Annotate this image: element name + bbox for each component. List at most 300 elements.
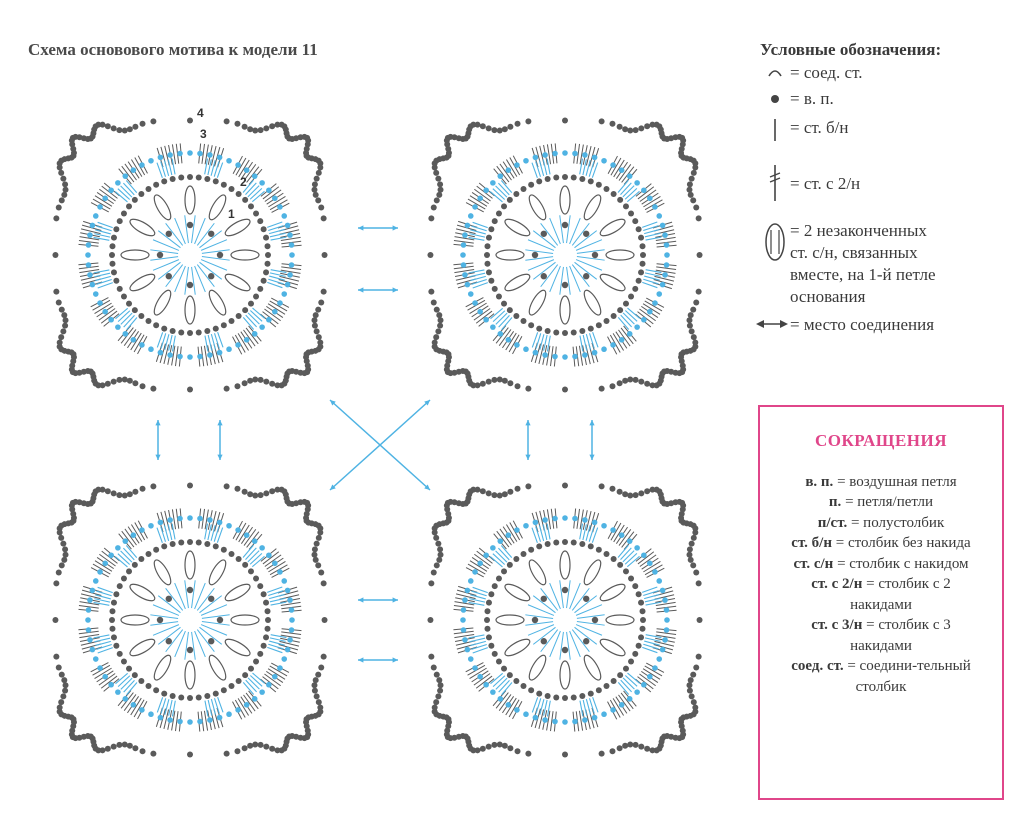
blue-chain-dot	[285, 223, 291, 229]
chain-dot	[60, 541, 66, 547]
blue-stitch-line	[118, 676, 130, 687]
blue-stitch-line	[250, 553, 262, 564]
chain-dot	[313, 677, 319, 683]
cluster-oval	[581, 653, 604, 682]
chain-dot	[59, 307, 65, 313]
blue-chain-dot	[131, 337, 137, 343]
inner-chain-dot	[204, 693, 210, 699]
inner-chain-dot	[640, 608, 646, 614]
chain-dot	[644, 746, 650, 752]
blue-chain-dot	[87, 637, 93, 643]
chain-dot	[316, 699, 322, 705]
inner-chain-dot	[161, 178, 167, 184]
blue-chain-dot	[277, 665, 283, 671]
blue-chain-dot	[131, 532, 137, 538]
blue-chain-dot	[93, 578, 99, 584]
round-number-1: 1	[228, 207, 235, 221]
center-chain-dot	[541, 231, 547, 237]
blue-chain-dot	[197, 719, 203, 725]
chain-dot	[507, 124, 513, 130]
blue-chain-dot	[97, 569, 103, 575]
inner-chain-dot	[132, 562, 138, 568]
chain-dot	[434, 197, 440, 203]
inner-chain-dot	[253, 211, 259, 217]
blue-stitch-line	[246, 680, 257, 692]
blue-chain-dot	[592, 520, 598, 526]
chain-dot	[56, 664, 62, 670]
blue-chain-dot	[226, 346, 232, 352]
chain-dot	[322, 252, 328, 258]
inner-chain-dot	[111, 235, 117, 241]
chain-dot	[686, 682, 692, 688]
chain-dot	[312, 546, 318, 552]
blue-chain-dot	[87, 272, 93, 278]
inner-chain-dot	[553, 539, 559, 545]
legend-item-join	[754, 314, 934, 336]
inner-chain-dot	[109, 261, 115, 267]
blue-chain-dot	[177, 151, 183, 157]
inner-chain-dot	[248, 568, 254, 574]
cluster-oval	[121, 250, 149, 260]
chain-dot	[431, 299, 437, 305]
blue-stitch-line	[490, 557, 502, 567]
chain-dot	[437, 546, 443, 552]
blue-chain-dot	[514, 162, 520, 168]
chain-dot	[62, 546, 68, 552]
chain-dot	[321, 654, 327, 660]
blue-chain-dot	[552, 719, 558, 725]
chain-dot	[697, 617, 703, 623]
chain-dot	[258, 127, 264, 133]
blue-chain-dot	[86, 607, 92, 613]
blue-stitch-line	[586, 699, 590, 714]
chain-dot	[312, 323, 318, 329]
inner-chain-dot	[236, 191, 242, 197]
cluster-oval	[496, 250, 524, 260]
cluster-oval	[503, 581, 532, 604]
blue-stitch-line	[583, 700, 587, 716]
inner-chain-dot	[528, 322, 534, 328]
blue-chain-dot	[664, 242, 670, 248]
blue-stitch-line	[270, 233, 286, 237]
chain-dot	[644, 381, 650, 387]
blue-chain-dot	[634, 545, 640, 551]
inner-chain-dot	[603, 318, 609, 324]
blue-stitch-line	[645, 598, 661, 602]
chain-dot	[688, 677, 694, 683]
inner-chain-dot	[170, 693, 176, 699]
chain-dot	[315, 307, 321, 313]
chain-dot	[59, 562, 65, 568]
blue-stitch-line	[539, 160, 543, 175]
chain-dot	[263, 490, 269, 496]
blue-chain-dot	[287, 232, 293, 238]
chain-dot	[224, 386, 230, 392]
inner-chain-dot	[536, 691, 542, 697]
blue-chain-dot	[108, 317, 114, 323]
blue-chain-dot	[158, 155, 164, 161]
spoke-line	[175, 631, 186, 657]
blue-chain-dot	[462, 272, 468, 278]
cluster-oval	[151, 558, 174, 587]
inner-chain-dot	[484, 243, 490, 249]
blue-chain-dot	[641, 552, 647, 558]
blue-stitch-line	[269, 594, 284, 598]
inner-chain-dot	[263, 235, 269, 241]
chain-dot	[111, 379, 117, 385]
blue-stitch-line	[253, 673, 265, 683]
blue-chain-dot	[506, 337, 512, 343]
chain-dot	[627, 376, 633, 382]
spoke-line	[525, 257, 553, 261]
legend-text: = ст. с 2/н	[790, 174, 861, 193]
cluster-oval	[223, 581, 252, 604]
spoke-line	[201, 625, 227, 636]
chain-dot	[122, 376, 128, 382]
chain-dot	[53, 215, 59, 221]
blue-chain-dot	[266, 187, 272, 193]
chain-dot	[627, 741, 633, 747]
chain-dot	[63, 682, 69, 688]
blue-chain-dot	[662, 232, 668, 238]
inner-chain-dot	[545, 176, 551, 182]
chain-dot	[314, 541, 320, 547]
chain-dot	[234, 383, 240, 389]
cluster-oval	[128, 271, 157, 294]
chain-dot	[58, 170, 64, 176]
blue-chain-dot	[592, 715, 598, 721]
spoke-line	[570, 583, 581, 609]
blue-chain-dot	[87, 597, 93, 603]
blue-chain-dot	[627, 173, 633, 179]
center-chain-dot	[208, 273, 214, 279]
chain-dot	[252, 741, 258, 747]
inner-chain-dot	[579, 541, 585, 547]
blue-chain-dot	[490, 180, 496, 186]
legend-text: = место соединения	[790, 315, 935, 334]
blue-chain-dot	[652, 665, 658, 671]
chain-dot	[105, 488, 111, 494]
spoke-line	[195, 266, 206, 292]
blue-chain-dot	[139, 162, 145, 168]
cluster-oval	[503, 271, 532, 294]
blue-chain-dot	[167, 517, 173, 523]
chain-dot	[438, 682, 444, 688]
inner-chain-dot	[265, 617, 271, 623]
chain-dot	[111, 125, 117, 131]
blue-stitch-line	[623, 678, 634, 689]
spoke-line	[185, 580, 189, 608]
chain-dot	[438, 317, 444, 323]
blue-stitch-line	[94, 638, 110, 642]
chain-dot	[688, 557, 694, 563]
join-arrow-head	[358, 287, 363, 292]
blue-chain-dot	[592, 350, 598, 356]
inner-chain-dot	[638, 634, 644, 640]
blue-stitch-line	[208, 700, 212, 716]
blue-chain-dot	[477, 309, 483, 315]
blue-chain-dot	[497, 538, 503, 544]
blue-stitch-line	[246, 183, 257, 195]
inner-chain-dot	[265, 261, 271, 267]
chain-dot	[599, 386, 605, 392]
center-chain-dot	[208, 596, 214, 602]
blue-chain-dot	[656, 213, 662, 219]
chain-dot	[497, 128, 503, 134]
chain-dot	[187, 752, 193, 758]
inner-chain-dot	[265, 626, 271, 632]
inner-chain-dot	[261, 278, 267, 284]
spoke-line	[570, 631, 581, 657]
chain-dot	[242, 380, 248, 386]
inner-chain-dot	[486, 634, 492, 640]
inner-chain-dot	[126, 301, 132, 307]
chain-dot	[322, 617, 328, 623]
chain-dot	[127, 743, 133, 749]
join-arrow-head	[393, 657, 398, 662]
blue-stitch-line	[168, 524, 172, 540]
inner-chain-dot	[196, 695, 202, 701]
blue-stitch-line	[116, 673, 128, 683]
inner-chain-dot	[213, 326, 219, 332]
blue-stitch-line	[246, 548, 257, 560]
chain-dot	[696, 215, 702, 221]
blue-chain-dot	[272, 674, 278, 680]
inner-chain-dot	[501, 203, 507, 209]
legend-text: = в. п.	[790, 89, 834, 108]
blue-chain-dot	[287, 597, 293, 603]
inner-chain-dot	[588, 691, 594, 697]
inner-chain-dot	[261, 643, 267, 649]
chain-dot	[59, 672, 65, 678]
inner-chain-dot	[545, 328, 551, 334]
inner-chain-dot	[113, 591, 119, 597]
chain-dot	[515, 121, 521, 127]
blue-chain-dot	[592, 155, 598, 161]
blue-chain-dot	[542, 152, 548, 158]
blue-stitch-line	[168, 159, 172, 175]
blue-chain-dot	[523, 346, 529, 352]
inner-chain-dot	[257, 286, 263, 292]
blue-chain-dot	[497, 173, 503, 179]
blue-stitch-line	[248, 551, 259, 562]
blue-chain-dot	[115, 545, 121, 551]
inner-chain-dot	[488, 226, 494, 232]
inner-chain-dot	[640, 617, 646, 623]
cluster-oval	[581, 288, 604, 317]
chain-dot	[638, 379, 644, 385]
blue-stitch-line	[493, 189, 505, 200]
inner-chain-dot	[545, 693, 551, 699]
abbreviation-item: п. = петля/петли	[828, 494, 934, 510]
chain-dot	[437, 323, 443, 329]
chain-dot	[224, 751, 230, 757]
double-treble-icon	[760, 163, 790, 203]
cluster-oval	[185, 551, 195, 579]
inner-chain-dot	[146, 186, 152, 192]
cluster-oval	[606, 250, 634, 260]
chain-dot	[316, 535, 322, 541]
blue-chain-dot	[664, 252, 670, 258]
blue-stitch-line	[499, 680, 510, 692]
blue-stitch-line	[502, 683, 512, 695]
inner-chain-dot	[528, 182, 534, 188]
blue-stitch-line	[164, 160, 168, 175]
spoke-line	[150, 622, 178, 626]
chain-dot	[252, 128, 258, 134]
center-chain-dot	[562, 222, 568, 228]
blue-chain-dot	[662, 637, 668, 643]
cluster-oval	[185, 296, 195, 324]
spoke-line	[150, 615, 178, 619]
inner-chain-dot	[588, 543, 594, 549]
inner-chain-dot	[228, 683, 234, 689]
inner-chain-dot	[562, 174, 568, 180]
blue-chain-dot	[122, 538, 128, 544]
chain-dot	[622, 126, 628, 132]
chain-dot	[480, 746, 486, 752]
blue-chain-dot	[93, 291, 99, 297]
center-chain-dot	[541, 596, 547, 602]
chain-dot	[687, 323, 693, 329]
chain-dot	[224, 118, 230, 124]
blue-stitch-line	[493, 676, 505, 687]
spoke-line	[576, 260, 602, 271]
center-chain-dot	[208, 231, 214, 237]
chain-dot	[258, 377, 264, 383]
inner-chain-dot	[242, 307, 248, 313]
inner-chain-dot	[265, 243, 271, 249]
chain-dot	[150, 118, 156, 124]
blue-chain-dot	[235, 162, 241, 168]
blue-stitch-line	[490, 192, 502, 202]
inner-chain-dot	[571, 330, 577, 336]
blue-stitch-line	[496, 313, 507, 324]
blue-chain-dot	[634, 180, 640, 186]
inner-chain-dot	[501, 666, 507, 672]
blue-chain-dot	[483, 682, 489, 688]
center-chain-dot	[583, 231, 589, 237]
blue-stitch-line	[498, 548, 509, 560]
blue-stitch-line	[618, 682, 628, 694]
chain-dot	[438, 187, 444, 193]
inner-chain-dot	[628, 576, 634, 582]
abbreviation-item: п/ст. = полустолбик	[817, 514, 945, 531]
blue-stitch-line	[623, 186, 634, 197]
cluster-oval	[206, 653, 229, 682]
blue-chain-dot	[277, 569, 283, 575]
chain-dot	[56, 205, 62, 211]
chain-dot	[187, 117, 193, 123]
inner-chain-dot	[213, 178, 219, 184]
blue-stitch-line	[491, 308, 503, 318]
chain-dot	[689, 176, 695, 182]
chain-dot	[58, 535, 64, 541]
chain-dot	[688, 192, 694, 198]
inner-chain-dot	[236, 313, 242, 319]
chain-dot	[627, 493, 633, 499]
blue-stitch-line	[618, 180, 628, 192]
inner-chain-dot	[513, 678, 519, 684]
chain-dot	[687, 688, 693, 694]
cluster-oval	[223, 271, 252, 294]
blue-stitch-line	[118, 554, 130, 565]
blue-chain-dot	[217, 350, 223, 356]
chain-dot	[53, 654, 59, 660]
blue-chain-dot	[461, 262, 467, 268]
blue-stitch-line	[623, 551, 634, 562]
chain-dot	[644, 488, 650, 494]
chain-dot	[690, 672, 696, 678]
inner-chain-dot	[111, 634, 117, 640]
chain-dot	[507, 489, 513, 495]
blue-stitch-line	[253, 308, 265, 318]
spoke-line	[550, 583, 561, 609]
blue-chain-dot	[266, 552, 272, 558]
blue-chain-dot	[177, 719, 183, 725]
inner-chain-dot	[638, 600, 644, 606]
blue-chain-dot	[647, 674, 653, 680]
inner-chain-dot	[221, 322, 227, 328]
join-arrow-head	[217, 420, 222, 425]
chain-dot	[475, 487, 481, 493]
chain-dot	[105, 123, 111, 129]
chain-dot	[693, 664, 699, 670]
chain-dot	[59, 197, 65, 203]
inner-chain-dot	[248, 666, 254, 672]
blue-stitch-line	[123, 183, 134, 195]
chain-dot	[692, 165, 698, 171]
chain-dot	[318, 570, 324, 576]
chain-dot	[432, 704, 438, 710]
blue-chain-dot	[483, 317, 489, 323]
blue-chain-dot	[582, 517, 588, 523]
blue-chain-dot	[187, 354, 193, 360]
chain-dot	[436, 312, 442, 318]
spoke-line	[567, 632, 571, 660]
blue-chain-dot	[131, 167, 137, 173]
blue-chain-dot	[497, 696, 503, 702]
chain-dot	[599, 118, 605, 124]
blue-stitch-line	[470, 276, 485, 280]
cluster-oval	[598, 216, 627, 239]
inner-chain-dot	[113, 226, 119, 232]
blue-chain-dot	[490, 545, 496, 551]
blue-chain-dot	[115, 689, 121, 695]
inner-chain-dot	[640, 261, 646, 267]
chain-dot	[317, 165, 323, 171]
chain-dot	[599, 483, 605, 489]
blue-chain-dot	[523, 158, 529, 164]
chain-dot	[428, 654, 434, 660]
blue-chain-dot	[148, 523, 154, 529]
cluster-oval	[231, 250, 259, 260]
chain-dot	[116, 492, 122, 498]
blue-chain-dot	[460, 617, 466, 623]
inner-chain-dot	[536, 326, 542, 332]
inner-chain-dot	[603, 186, 609, 192]
blue-stitch-line	[621, 183, 632, 195]
chain-dot	[480, 488, 486, 494]
chain-dot	[150, 751, 156, 757]
chain-dot	[434, 562, 440, 568]
chain-dot	[431, 664, 437, 670]
blue-stitch-line	[248, 313, 259, 324]
chain-dot	[599, 751, 605, 757]
spoke-line	[550, 218, 561, 244]
spoke-line	[175, 266, 186, 292]
chain-dot	[617, 380, 623, 386]
